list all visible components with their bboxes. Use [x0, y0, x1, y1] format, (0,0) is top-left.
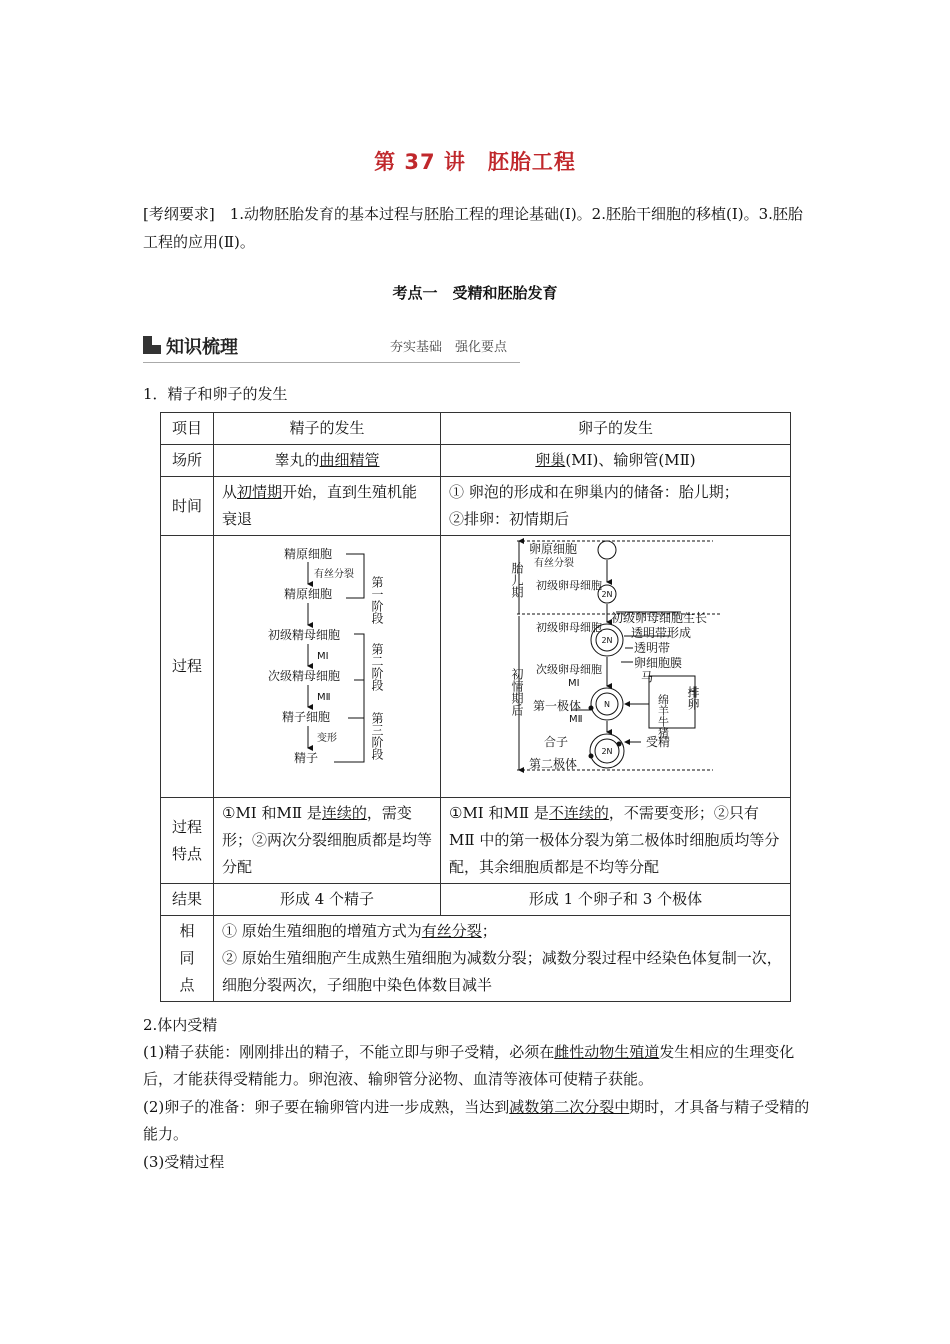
- sperm-cell-label: 次级精母细胞: [268, 669, 341, 683]
- sperm-cell-label: 精原细胞: [284, 547, 333, 561]
- sperm-cell-label: 精子: [294, 751, 319, 765]
- paragraph-2-3: (3)受精过程: [143, 1153, 225, 1171]
- table-row: [161, 413, 791, 445]
- table-row: [161, 798, 791, 884]
- banner-label: 知识梳理: [166, 337, 238, 358]
- row-label: 时间: [161, 477, 214, 536]
- sperm-cell-label: 精子细胞: [282, 710, 331, 724]
- table-row: [161, 536, 791, 798]
- egg-label: 受精: [646, 735, 671, 749]
- table-cell: 从初情期开始，直到生殖机能衰退: [214, 477, 441, 536]
- egg-label: 马: [641, 670, 654, 684]
- sperm-cell-label: 初级精母细胞: [268, 628, 341, 642]
- knowledge-banner: [143, 330, 520, 366]
- sperm-arrow-label: MⅠ: [317, 651, 329, 662]
- oogonium-cell: [598, 541, 616, 559]
- nucleus-label: 2N: [601, 636, 613, 645]
- table-cell: 形成 1 个卵子和 3 个极体: [441, 884, 791, 916]
- banner-tag: 夯实基础 强化要点: [390, 340, 508, 355]
- row-label: 结果: [161, 884, 214, 916]
- table-cell: ① 卵泡的形成和在卵巢内的储备：胎儿期； ②排卵：初情期后: [441, 477, 791, 536]
- paragraph-2-1: (1)精子获能：刚刚排出的精子，不能立即与卵子受精，必须在雌性动物生殖道发生相应的生理变化后，才能获得受精能力。卵泡液、输卵管分泌物、血清等液体可使精子获能。: [143, 1043, 795, 1088]
- egg-arrow-label: MⅡ: [569, 714, 583, 725]
- period-label: 胎儿期: [510, 562, 524, 598]
- sperm-arrow-label: 变形: [317, 733, 337, 744]
- section-title: 考点一 受精和胚胎发育: [392, 284, 558, 302]
- row-label: 过程: [161, 536, 214, 798]
- requirements-label: [考纲要求]: [143, 205, 215, 223]
- egg-cell-label: 初级卵母细胞: [536, 579, 602, 592]
- egg-cell-label: 第一极体: [533, 699, 582, 713]
- egg-arrow-label: 有丝分裂: [534, 558, 574, 569]
- heading-2: 2.体内受精: [143, 1016, 218, 1034]
- egg-label: 初级卵母细胞生长: [611, 611, 708, 625]
- stage-label: 第二阶段: [370, 643, 384, 691]
- period-label: 初情期后: [510, 668, 524, 716]
- table-cell: ①MⅠ 和MⅡ 是连续的，需变形；②两次分裂细胞质都是均等分配: [214, 798, 441, 884]
- header-cell: 卵子的发生: [441, 413, 791, 445]
- sperm-arrow-label: MⅡ: [317, 692, 331, 703]
- table-row: [161, 445, 791, 477]
- sperm-arrow-label: 有丝分裂: [314, 569, 354, 580]
- egg-cell-label: 次级卵母细胞: [536, 663, 602, 676]
- ovulation-label: 排卵: [686, 686, 700, 710]
- header-cell: 精子的发生: [214, 413, 441, 445]
- table-row: [161, 477, 791, 536]
- paragraph-2-2: (2)卵子的准备：卵子要在输卵管内进一步成熟，当达到减数第二次分裂中期时，才具备与精子受精的能力。: [143, 1098, 810, 1143]
- row-label: 相 同 点: [161, 916, 214, 1002]
- sperm-cell-label: 精原细胞: [284, 587, 333, 601]
- table-cell: 卵巢(MⅠ)、输卵管(MⅡ): [441, 445, 791, 477]
- egg-label: 卵细胞膜: [634, 656, 683, 670]
- row-label: 过程 特点: [161, 798, 214, 884]
- egg-cell-label: 第二极体: [529, 757, 578, 771]
- egg-arrow-label: MⅠ: [568, 678, 580, 689]
- exam-requirements: [143, 200, 813, 256]
- stage-label: 第一阶段: [370, 576, 384, 624]
- egg-label: 透明带形成: [631, 626, 692, 640]
- animals-label: 绵羊牛猪: [656, 694, 670, 738]
- sperm-diagram: [214, 536, 440, 788]
- sperm-diagram-cell: [214, 536, 441, 798]
- heading-1: 1．精子和卵子的发生: [143, 385, 288, 403]
- egg-cell-label: 初级卵母细胞: [536, 621, 602, 634]
- row-label: 场所: [161, 445, 214, 477]
- comparison-table: [160, 412, 791, 1002]
- table-cell: 形成 4 个精子: [214, 884, 441, 916]
- nucleus-label: N: [604, 700, 610, 709]
- header-cell: 项目: [161, 413, 214, 445]
- egg-cell-label: 卵原细胞: [529, 542, 578, 556]
- egg-diagram: [441, 536, 790, 788]
- requirements-text: 1.动物胚胎发育的基本过程与胚胎工程的理论基础(Ⅰ)。2.胚胎干细胞的移植(Ⅰ)。3.胚胎工程的应用(Ⅱ)。: [143, 205, 803, 251]
- table-row: [161, 884, 791, 916]
- egg-label: 透明带: [634, 641, 671, 655]
- egg-cell-label: 合子: [544, 735, 569, 749]
- egg-diagram-cell: [441, 536, 791, 798]
- table-row: [161, 916, 791, 1002]
- stage-label: 第三阶段: [370, 712, 384, 760]
- table-cell: ①MⅠ 和MⅡ 是不连续的，不需要变形；②只有MⅡ 中的第一极体分裂为第二极体时细胞质均等分配，其余细胞质都是不均等分配: [441, 798, 791, 884]
- table-cell: 睾丸的曲细精管: [214, 445, 441, 477]
- lecture-title: 第 37 讲 胚胎工程: [374, 150, 576, 174]
- nucleus-label: 2N: [601, 747, 613, 756]
- banner-underline: [143, 362, 520, 363]
- table-cell: ① 原始生殖细胞的增殖方式为有丝分裂； ② 原始生殖细胞产生成熟生殖细胞为减数分裂；减数分裂过程中经染色体复制一次，细胞分裂两次，子细胞中染色体数目减半: [214, 916, 791, 1002]
- nucleus-label: 2N: [601, 590, 613, 599]
